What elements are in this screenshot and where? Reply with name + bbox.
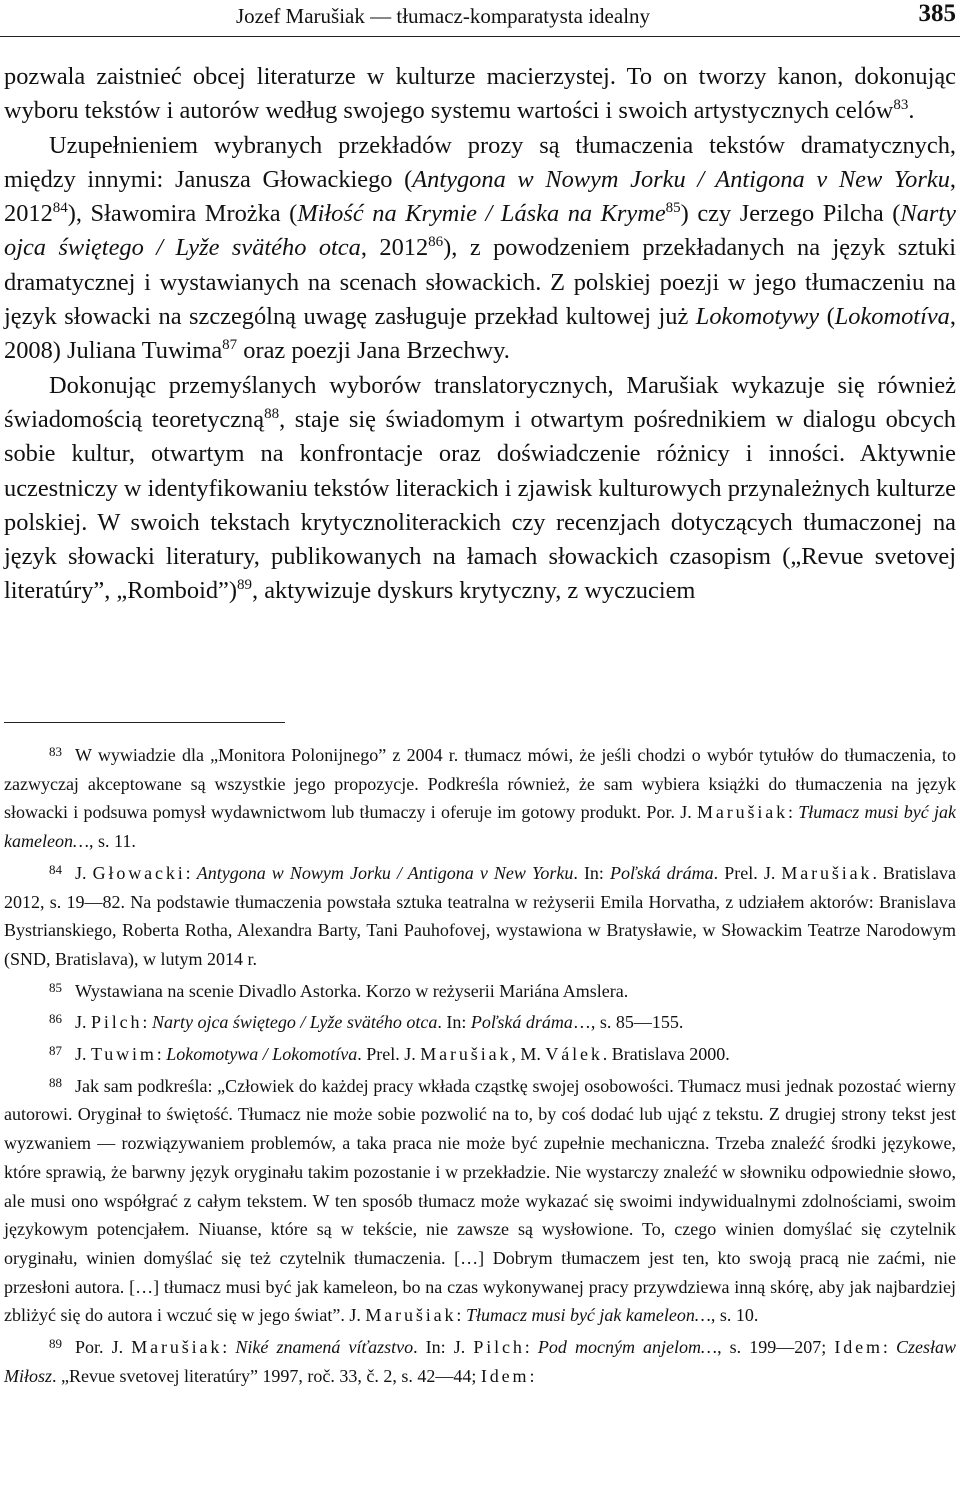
- author-name: Głowacki: [92, 862, 186, 883]
- footnote-separator: [4, 722, 285, 723]
- footnote-reference: 84: [52, 200, 68, 217]
- author-name: Pilch: [473, 1337, 525, 1358]
- text-run: , s. 199—207;: [717, 1337, 835, 1358]
- italic-title: Lokomotywy: [695, 303, 820, 331]
- text-run: Dokonując przemyślanych wyborów translatorycznych, Marušiak wykazuje się również świadomością teoretyczną: [4, 371, 956, 433]
- text-run: :: [456, 1305, 466, 1326]
- page-number: 385: [918, 0, 956, 27]
- footnote-reference: 88: [264, 405, 280, 422]
- text-run: . In:: [573, 862, 611, 883]
- footnote-text: [75, 981, 628, 1001]
- text-run: (: [819, 303, 835, 331]
- footnote-text: [4, 1076, 956, 1326]
- text-run: :: [882, 1337, 896, 1358]
- text-run: , staje się świadomym i otwartym pośrednikiem w dialogu obcych sobie kultur, otwartym na konfrontacje oraz doświadczenie różnicy i inności. Aktywnie uczestniczy w identyfikowaniu tekstów literackich i zjawisk kulturowych przynależnych kulturze polskiej. W swoich tekstach krytycznoliterackich czy recenzjach dotyczących tłumaczonej na język słowacki literatury, publikowanych na łamach słowackich czasopism („Revue svetovej literatúry”, „Romboid”): [4, 405, 956, 605]
- text-run: ), z powodzeniem przekładanych na język sztuki dramatycznej i wystawianych na scenach słowackich. Z polskiej poezji w jego tłumaczeniu na język słowacki na szczególną uwagę zasługuje przekład kultowej już: [4, 234, 957, 331]
- text-run: :: [222, 1337, 236, 1358]
- author-name: Marušiak: [696, 802, 788, 823]
- italic-title: Tłumacz musi być jak kameleon…: [4, 802, 957, 852]
- italic-title: Tłumacz musi być jak kameleon…: [465, 1305, 711, 1326]
- text-run: . In: J.: [413, 1337, 474, 1358]
- text-run: , s. 10.: [710, 1305, 759, 1326]
- footnote-reference: 83: [893, 97, 909, 114]
- text-run: , 2012: [4, 165, 956, 228]
- text-run: ) czy Jerzego Pilcha (: [680, 200, 901, 228]
- text-run: :: [142, 1012, 152, 1033]
- running-header: [0, 0, 960, 37]
- footnotes: [4, 738, 956, 1390]
- text-run: :: [788, 802, 799, 823]
- footnote-number: 89: [49, 1336, 62, 1352]
- footnote: [4, 974, 956, 1006]
- text-run: . Bratislava 2000.: [602, 1044, 730, 1065]
- text-run: . Bratislava 2012, s. 19—82. Na podstawie tłumaczenia powstała sztuka teatralna w reżyserii Emila Horvatha, z udziałem aktorów: Branislava Bystrianskiego, Roberta Rotha, Alexandra Barty, Tani Pauhofovej, wystawiona w Bratysławie, w Słowackim Teatrze Narodowym (SND, Bratislava), w lutym 2014 r.: [4, 862, 956, 969]
- footnote-reference: 85: [665, 200, 681, 217]
- running-title: Jozef Marušiak — tłumacz-komparatysta idealny: [236, 4, 651, 28]
- footnote-reference: 86: [428, 234, 444, 251]
- text-run: . In:: [437, 1012, 471, 1033]
- footnote-text: [75, 1012, 683, 1032]
- italic-title: Lokomotíva: [834, 303, 950, 331]
- footnote: [4, 856, 956, 974]
- text-run: Jak sam podkreśla: „Człowiek do każdej pracy wkłada cząstkę swojej osobowości. Tłumacz musi jednak pozostać wierny autorowi. Oryginał to świętość. Tłumacz nie może sobie pozwolić na to, by coś dodać lub ująć z tekstu. Z drugiej strony tekst jest wyzwaniem — rozwiązywaniem problemów, a taka praca nie może być zupełnie mechaniczna. Trzeba znaleźć środki językowe, które sprawią, że barwny język oryginału takim pozostanie i w przekładzie. Nie wystarczy znaleźć w słowniku odpowiednie słowo, ale musi ono współgrać z całym tekstem. W ten sposób tłumacz może wykazać się swoimi indywidualnymi zdolnościami, swoim językowym potencjałem. Niuanse, które są w tekście, nie zawsze są wysłowione. To, czego winien domyślać się czytelnik oryginału, winien domyślać się też czytelnik tłumaczenia. […] Dobrym tłumaczem jest ten, kto swoją pracą nie zaćmi, nie przesłoni autora. […] tłumacz musi być jak kameleon, bo na czas wykonywanej pracy przywdziewa inną skórę, aby jak najbardziej zbliżyć się do autora i wczuć się w jego świat”. J.: [4, 1075, 956, 1326]
- author-name: Válek: [545, 1044, 603, 1065]
- text-run: , 2008) Juliana Tuwima: [4, 303, 956, 365]
- text-run: , s. 11.: [88, 831, 136, 852]
- italic-title: Poľská dráma: [470, 1012, 573, 1033]
- text-run: . „Revue svetovej literatúry” 1997, roč. 33, č. 2, s. 42—44;: [52, 1365, 481, 1386]
- footnote-number: 87: [49, 1043, 62, 1059]
- text-run: :: [156, 1044, 167, 1065]
- italic-title: Antygona w Nowym Jorku / Antigona v New Yorku: [196, 862, 574, 883]
- text-run: pozwala zaistnieć obcej literaturze w kulturze macierzystej. To on tworzy kanon, dokonując wyboru tekstów i autorów według swojego systemu wartości i swoich artystycznych celów: [4, 63, 956, 125]
- footnote-number: 83: [49, 744, 62, 759]
- text-run: :: [529, 1365, 535, 1386]
- italic-title: Narty ojca świętego / Lyže svätého otca: [151, 1012, 438, 1033]
- footnote: [4, 738, 956, 856]
- text-run: Wystawiana na scenie Divadlo Astorka. Korzo w reżyserii Mariána Amslera.: [75, 980, 629, 1001]
- italic-title: Miłość na Krymie / Láska na Kryme: [297, 200, 666, 228]
- author-name: Idem: [480, 1365, 530, 1386]
- italic-title: Lokomotywa / Lokomotíva: [166, 1044, 358, 1065]
- author-name: Tuwim: [91, 1044, 157, 1065]
- footnote-number: 86: [49, 1011, 62, 1027]
- italic-title: Niké znamená víťazstvo: [235, 1337, 414, 1358]
- footnote: [4, 1330, 956, 1390]
- italic-title: Antygona w Nowym Jorku / Antigona v New Yorku: [412, 165, 950, 193]
- body-paragraph: [4, 129, 956, 369]
- main-text: [4, 60, 956, 609]
- italic-title: Czesław Miłosz: [4, 1337, 956, 1386]
- text-run: . Prel. J.: [713, 862, 782, 883]
- author-name: Pilch: [91, 1012, 143, 1033]
- text-run: …, s. 85—155.: [572, 1012, 684, 1033]
- text-run: J.: [75, 1044, 92, 1065]
- body-paragraph: [4, 369, 956, 609]
- footnote-reference: 89: [237, 577, 252, 594]
- italic-title: Narty ojca świętego / Lyže svätého otca: [4, 200, 956, 262]
- italic-title: Pod mocným anjelom…: [537, 1337, 718, 1358]
- footnote-text: [4, 1337, 956, 1386]
- footnote-text: [4, 745, 956, 851]
- text-run: J.: [75, 862, 93, 883]
- text-run: J.: [75, 1012, 92, 1033]
- footnote-text: [75, 1044, 730, 1064]
- author-name: Marušiak: [131, 1337, 223, 1358]
- text-run: . Prel. J.: [357, 1044, 421, 1065]
- text-run: :: [185, 862, 197, 883]
- text-run: :: [524, 1337, 538, 1358]
- text-run: W wywiadzie dla „Monitora Polonijnego” z 2004 r. tłumacz mówi, że jeśli chodzi o wybór tytułów do tłumaczenia, to zazwyczaj akceptowane są wszystkie jego propozycje. Podkreśla również, że sam wybiera książki do tłumaczenia na język słowacki i podsuwa pomysł wydawnictwom lub tłumaczy i oferuje im gotowy produkt. Por. J.: [4, 745, 956, 823]
- author-name: Marušiak: [420, 1044, 512, 1065]
- text-run: Por. J.: [75, 1337, 132, 1358]
- text-run: , aktywizuje dyskurs krytyczny, z wyczuciem: [252, 577, 696, 605]
- text-run: , M.: [511, 1044, 546, 1065]
- footnote-number: 88: [49, 1074, 62, 1090]
- body-paragraph: [4, 60, 956, 129]
- footnote: [4, 1005, 956, 1037]
- footnote-number: 85: [49, 979, 62, 995]
- author-name: Marušiak: [781, 862, 873, 883]
- text-run: oraz poezji Jana Brzechwy.: [237, 337, 510, 365]
- author-name: Idem: [834, 1337, 883, 1358]
- text-run: Uzupełnieniem wybranych przekładów prozy są tłumaczenia tekstów dramatycznych, między innymi: Janusza Głowackiego (: [4, 131, 956, 193]
- footnote: [4, 1037, 956, 1069]
- italic-title: Poľská dráma: [610, 862, 714, 883]
- footnote-reference: 87: [222, 337, 238, 354]
- footnote-text: [4, 863, 956, 969]
- footnote: [4, 1069, 956, 1330]
- text-run: , 2012: [360, 234, 429, 262]
- text-run: ), Sławomira Mrożka (: [67, 200, 298, 228]
- footnote-number: 84: [49, 861, 62, 877]
- author-name: Marušiak: [365, 1305, 457, 1326]
- text-run: .: [908, 97, 915, 125]
